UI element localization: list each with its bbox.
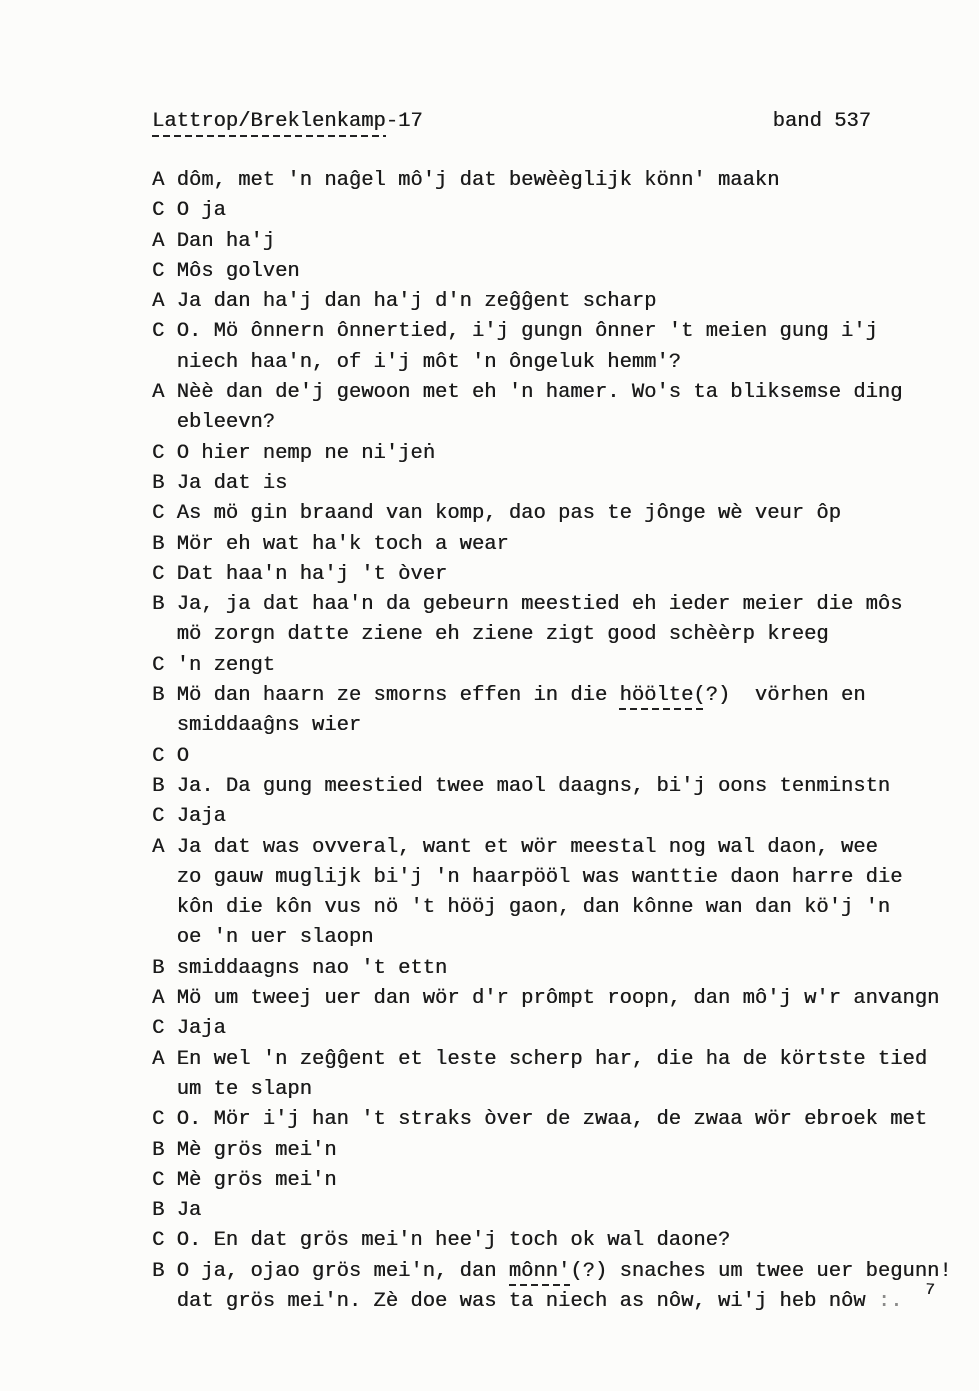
line-text: O. Mö ônnern ônnertied, i'j gungn ônner 't meien gung i'j: [176, 320, 878, 344]
speaker-label: B: [152, 593, 165, 617]
speaker-label: A: [152, 835, 165, 859]
speaker-label: B: [152, 532, 165, 556]
speaker-label: C: [152, 805, 165, 829]
speaker-label: A: [152, 229, 165, 253]
line-text: O hier nemp ne ni'jeṅ: [176, 441, 435, 465]
line-text: niech haa'n, of i'j môt 'n ôngeluk hemm'?: [176, 350, 681, 374]
transcript: [152, 166, 959, 1317]
speaker-label: B: [152, 956, 165, 980]
speaker-label: [152, 408, 177, 438]
line-text: ?) vörhen en: [705, 684, 866, 708]
speaker-label: A: [152, 290, 165, 314]
speaker-label: C: [152, 441, 165, 465]
speaker-label: B: [152, 471, 165, 495]
speaker-label: C: [152, 744, 165, 768]
transcript-line: [152, 560, 959, 590]
speaker-label: [152, 923, 177, 953]
line-text: Mör eh wat ha'k toch a wear: [176, 532, 509, 556]
transcript-line: [152, 893, 959, 923]
speaker-label: C: [152, 653, 165, 677]
speaker-label: B: [152, 684, 165, 708]
band-number: band 537: [772, 110, 871, 133]
line-text: Dat haa'n ha'j 't òver: [176, 562, 448, 586]
line-text: O ja, ojao grös mei'n, dan: [176, 1259, 509, 1283]
transcript-line: [152, 863, 959, 893]
transcript-line: [152, 590, 959, 620]
transcript-line: [152, 1105, 959, 1135]
line-text: Mö um tweej uer dan wör d'r prômpt roopn, dan mô'j w'r anvangn: [176, 987, 940, 1011]
transcript-line: [152, 439, 959, 469]
transcript-line: [152, 1045, 959, 1075]
line-text: Dan ha'j: [176, 229, 276, 253]
speaker-label: C: [152, 1017, 165, 1041]
line-text: O. En dat grös mei'n hee'j toch ok wal daone?: [176, 1229, 731, 1253]
line-text: zo gauw muglijk bi'j 'n haarpööl was wanttie daon harre die: [176, 865, 903, 889]
speaker-label: [152, 1287, 177, 1317]
transcript-line: [152, 681, 959, 711]
transcript-line: [152, 1226, 959, 1256]
line-text: smiddaagns nao 't ettn: [176, 956, 448, 980]
speaker-label: [152, 620, 177, 650]
line-text: 'n zengt: [176, 653, 276, 677]
speaker-label: B: [152, 774, 165, 798]
document-header: [152, 110, 871, 133]
transcript-line: [152, 1196, 959, 1226]
speaker-label: [152, 348, 177, 378]
speaker-label: A: [152, 1047, 165, 1071]
line-text: Ja, ja dat haa'n da gebeurn meestied eh ieder meier die môs: [176, 593, 903, 617]
speaker-label: C: [152, 320, 165, 344]
line-text: Ja dat is: [176, 471, 288, 495]
transcript-line: [152, 469, 959, 499]
transcript-line: [152, 1257, 959, 1287]
line-text: Nèè dan de'j gewoon met eh 'n hamer. Wo's ta bliksemse ding: [176, 381, 903, 405]
transcript-line: [152, 954, 959, 984]
transcript-line: [152, 833, 959, 863]
transcript-line: [152, 348, 959, 378]
transcript-line: [152, 802, 959, 832]
line-text: Ja dat was ovveral, want et wör meestal nog wal daon, wee: [176, 835, 878, 859]
line-text: (?) snaches um twee uer begunn!: [570, 1259, 952, 1283]
speaker-label: C: [152, 259, 165, 283]
line-text: smiddaaĝns wier: [176, 714, 362, 738]
line-text: Ja dan ha'j dan ha'j d'n zeĝĝent scharp: [176, 290, 657, 314]
transcript-line: [152, 620, 959, 650]
line-text: O. Mör i'j han 't straks òver de zwaa, de zwaa wör ebroek met: [176, 1108, 928, 1132]
line-text: dat grös mei'n. Zè doe was ta niech as nôw, wi'j heb nôw: [176, 1289, 866, 1313]
line-text: Jaja: [176, 1017, 226, 1041]
transcript-line: [152, 1075, 959, 1105]
transcript-line: [152, 923, 959, 953]
transcript-line: [152, 378, 959, 408]
speaker-label: C: [152, 1168, 165, 1192]
transcript-line: [152, 711, 959, 741]
line-text: oe 'n uer slaopn: [176, 926, 374, 950]
transcript-line: [152, 196, 959, 226]
speaker-label: B: [152, 1199, 165, 1223]
line-text: O ja: [176, 199, 226, 223]
transcript-line: [152, 651, 959, 681]
speaker-label: A: [152, 987, 165, 1011]
speaker-label: C: [152, 562, 165, 586]
line-text: dôm, met 'n naĝel mô'j dat bewèèglijk könn' maakn: [176, 169, 780, 192]
page-title-suffix: -17: [385, 110, 423, 133]
line-text: kôn die kôn vus nö 't hööj gaon, dan kônne wan dan kö'j 'n: [176, 896, 891, 920]
transcript-line: [152, 984, 959, 1014]
transcript-line: [152, 227, 959, 257]
transcript-line: [152, 166, 959, 196]
transcript-line: [152, 408, 959, 438]
line-text: Mè grös mei'n: [176, 1138, 337, 1162]
page-title: [152, 110, 423, 133]
page-title-main: Lattrop/Breklenkamp: [152, 110, 386, 137]
speaker-label: C: [152, 1108, 165, 1132]
speaker-label: [152, 1075, 177, 1105]
transcript-line: [152, 772, 959, 802]
transcript-line: [152, 317, 959, 347]
speaker-label: C: [152, 1229, 165, 1253]
transcript-line: [152, 287, 959, 317]
line-text: Môs golven: [176, 259, 300, 283]
speaker-label: C: [152, 199, 165, 223]
line-text: As mö gin braand van komp, dao pas te jônge wè veur ôp: [176, 502, 841, 526]
speaker-label: B: [152, 1138, 165, 1162]
transcript-line: [152, 1166, 959, 1196]
line-text: Ja. Da gung meestied twee maol daagns, bi'j oons tenminstn: [176, 774, 891, 798]
transcript-line: [152, 742, 959, 772]
margin-note: 7: [924, 1280, 936, 1300]
line-text: Ja: [176, 1199, 202, 1223]
line-text: ebleevn?: [176, 411, 276, 435]
speaker-label: C: [152, 502, 165, 526]
transcript-line: [152, 1287, 959, 1317]
transcript-line: [152, 1014, 959, 1044]
line-text: En wel 'n zeĝĝent et leste scherp har, die ha de körtste tied: [176, 1047, 928, 1071]
transcript-line: [152, 530, 959, 560]
uncertain-word: mônn': [509, 1260, 571, 1286]
speaker-label: B: [152, 1259, 165, 1283]
line-text: um te slapn: [176, 1077, 312, 1101]
speaker-label: A: [152, 381, 165, 405]
transcript-line: [152, 257, 959, 287]
speaker-label: [152, 711, 177, 741]
line-text: mö zorgn datte ziene eh ziene zigt good schèèrp kreeg: [176, 623, 829, 647]
line-text: :.: [865, 1289, 903, 1313]
speaker-label: A: [152, 169, 165, 192]
line-text: Jaja: [176, 805, 226, 829]
speaker-label: [152, 863, 177, 893]
uncertain-word: höölte(: [619, 684, 705, 710]
line-text: Mö dan haarn ze smorns effen in die: [176, 684, 620, 708]
speaker-label: [152, 893, 177, 923]
line-text: Mè grös mei'n: [176, 1168, 337, 1192]
transcript-line: [152, 499, 959, 529]
line-text: O: [176, 744, 189, 768]
transcript-line: [152, 1136, 959, 1166]
